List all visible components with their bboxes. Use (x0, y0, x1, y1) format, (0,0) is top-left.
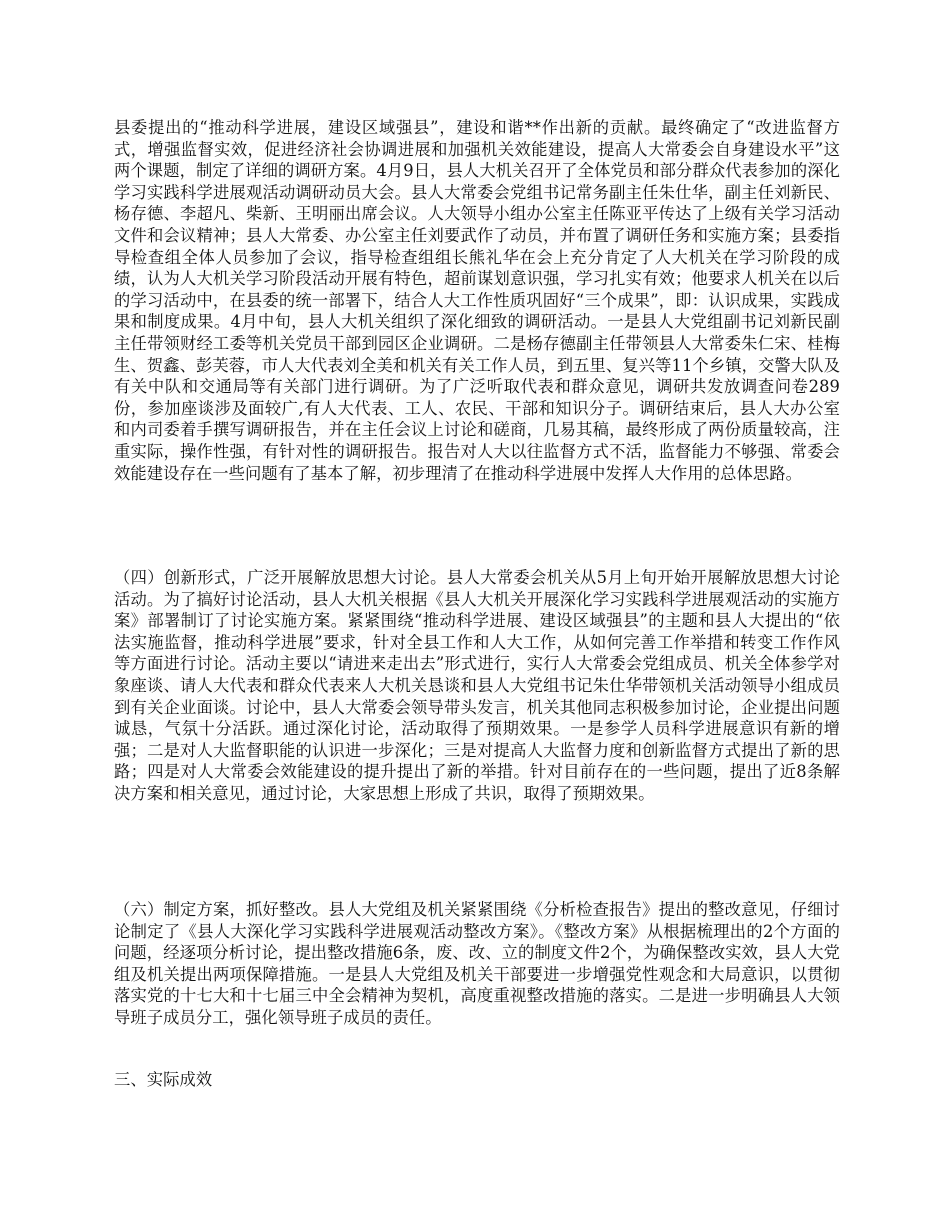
paragraph-research: 县委提出的“推动科学进展，建设区域强县”，建设和谐**作出新的贡献。最终确定了“改进监督方式，增强监督实效，促进经济社会协调进展和加强机关效能建设，提高人大常委会自身建设水平”这两个课题，制定了详细的调研方案。4月9日，县人大机关召开了全体党员和部分群众代表参加的深化学习实践科学进展观活动调研动员大会。县人大常委会党组书记常务副主任朱仕华，副主任刘新民、杨存德、李超凡、柴新、王明丽出席会议。人大领导小组办公室主任陈亚平传达了上级有关学习活动文件和会议精神；县人大常委、办公室主任刘要武作了动员，并布置了调研任务和实施方案；县委指导检查组全体人员参加了会议，指导检查组组长熊礼华在会上充分肯定了人大机关在学习阶段的成绩，认为人大机关学习阶段活动开展有特色，超前谋划意识强，学习扎实有效；他要求人机关在以后的学习活动中，在县委的统一部署下，结合人大工作性质巩固好“三个成果”，即：认识成果，实践成果和制度成果。4月中旬，县人大机关组织了深化细致的调研活动。一是县人大党组副书记刘新民副主任带领财经工委等机关党员干部到园区企业调研。二是杨存德副主任带领县人大常委朱仁宋、桂梅生、贺鑫、彭芙蓉，市人大代表刘全美和机关有关工作人员，到五里、复兴等11个乡镇，交警大队及有关中队和交通局等有关部门进行调研。为了广泛听取代表和群众意见，调研共发放调查问卷289份，参加座谈涉及面较广,有人大代表、工人、农民、干部和知识分子。调研结束后，县人大办公室和内司委着手撰写调研报告，并在主任会议上讨论和磋商，几易其稿，最终形成了两份质量较高，注重实际，操作性强，有针对性的调研报告。报告对人大以往监督方式不活，监督能力不够强、常委会效能建设存在一些问题有了基本了解，初步理清了在推动科学进展中发挥人大作用的总体思路。 (114, 118, 840, 483)
section-heading-results: 三、实际成效 (114, 1070, 213, 1089)
paragraph-rectification: （六）制定方案，抓好整改。县人大党组及机关紧紧围绕《分析检查报告》提出的整改意见，仔细讨论制定了《县人大深化学习实践科学进展观活动整改方案》。《整改方案》从根据梳理出的2个方面的问题，经逐项分析讨论，提出整改措施6条，废、改、立的制度文件2个，为确保整改实效，县人大党组及机关提出两项保障措施。一是县人大党组及机关干部要进一步增强党性观念和大局意识，以贯彻落实党的十七大和十七届三中全会精神为契机，高度重视整改措施的落实。二是进一步明确县人大领导班子成员分工，强化领导班子成员的责任。 (114, 900, 840, 1027)
paragraph-discussion: （四）创新形式，广泛开展解放思想大讨论。县人大常委会机关从5月上旬开始开展解放思想大讨论活动。为了搞好讨论活动，县人大机关根据《县人大机关开展深化学习实践科学进展观活动的实施方案》部署制订了讨论实施方案。紧紧围绕“推动科学进展、建设区域强县”的主题和县人大提出的“依法实施监督，推动科学进展”要求，针对全县工作和人大工作，从如何完善工作举措和转变工作作风等方面进行讨论。活动主要以“请进来走出去”形式进行，实行人大常委会党组成员、机关全体参学对象座谈、请人大代表和群众代表来人大机关恳谈和县人大党组书记朱仕华带领机关活动领导小组成员到有关企业面谈。讨论中，县人大常委会领导带头发言，机关其他同志积极参加讨论，企业提出问题诚恳，气氛十分活跃。通过深化讨论，活动取得了预期效果。一是参学人员科学进展意识有新的增强；二是对人大监督职能的认识进一步深化；三是对提高人大监督力度和创新监督方式提出了新的思路；四是对人大常委会效能建设的提升提出了新的举措。针对目前存在的一些问题，提出了近8条解决方案和相关意见，通过讨论，大家思想上形成了共识，取得了预期效果。 (114, 568, 840, 803)
